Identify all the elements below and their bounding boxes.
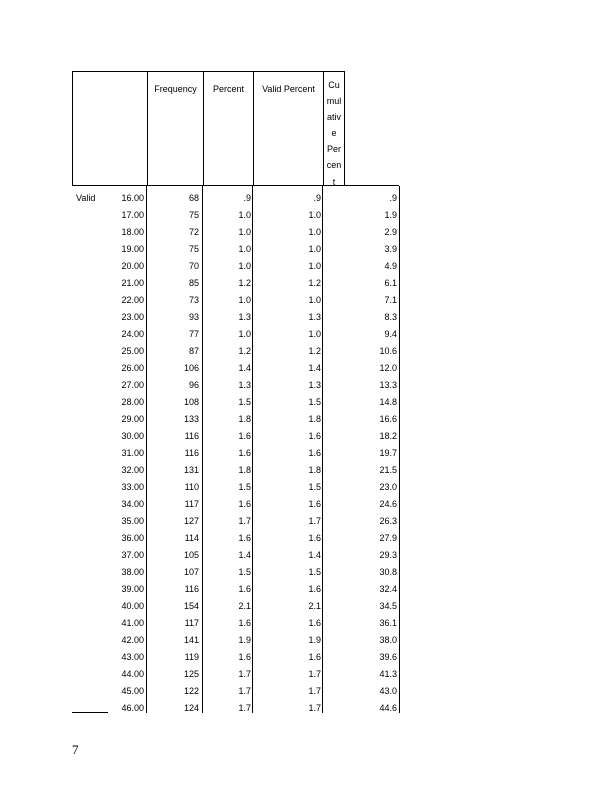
row-valid-percent: 1.5 — [308, 567, 321, 577]
row-valid-percent: 1.9 — [308, 635, 321, 645]
row-cumulative-percent: 39.6 — [379, 652, 397, 662]
row-valid-percent: 1.0 — [308, 295, 321, 305]
row-valid-percent: 1.3 — [308, 380, 321, 390]
row-value: 37.00 — [121, 550, 144, 560]
row-cumulative-percent: 16.6 — [379, 414, 397, 424]
row-value: 31.00 — [121, 448, 144, 458]
table-row — [72, 360, 399, 377]
row-frequency: 93 — [188, 312, 199, 322]
row-percent: 1.5 — [238, 567, 251, 577]
table-row — [72, 241, 399, 258]
row-value: 27.00 — [121, 380, 144, 390]
table-body — [72, 185, 399, 713]
row-frequency: 87 — [188, 346, 199, 356]
table-row — [72, 275, 399, 292]
row-valid-percent: 1.0 — [308, 244, 321, 254]
row-cumulative-percent: 30.8 — [379, 567, 397, 577]
row-valid-percent: 1.6 — [308, 499, 321, 509]
row-cumulative-percent: 41.3 — [379, 669, 397, 679]
row-value: 17.00 — [121, 210, 144, 220]
row-percent: 1.8 — [238, 465, 251, 475]
row-frequency: 108 — [183, 397, 199, 407]
row-percent: 1.8 — [238, 414, 251, 424]
row-valid-percent: 1.7 — [308, 703, 321, 713]
header-valid-percent: Valid Percent — [262, 84, 315, 94]
row-valid-percent: 1.0 — [308, 210, 321, 220]
row-valid-percent: 1.8 — [308, 465, 321, 475]
row-valid-percent: 1.6 — [308, 533, 321, 543]
header-cumulative-percent-line: cen — [326, 160, 342, 171]
row-valid-percent: 1.6 — [308, 448, 321, 458]
table-row — [72, 224, 399, 241]
row-percent: .9 — [243, 193, 251, 203]
row-value: 29.00 — [121, 414, 144, 424]
row-cumulative-percent: 13.3 — [379, 380, 397, 390]
row-percent: 1.6 — [238, 618, 251, 628]
row-valid-percent: 1.3 — [308, 312, 321, 322]
row-cumulative-percent: .9 — [389, 193, 397, 203]
row-value: 35.00 — [121, 516, 144, 526]
table-row — [72, 700, 399, 717]
row-frequency: 125 — [183, 669, 199, 679]
table-row — [72, 190, 399, 207]
table-row — [72, 649, 399, 666]
row-cumulative-percent: 21.5 — [379, 465, 397, 475]
row-value: 40.00 — [121, 601, 144, 611]
row-frequency: 85 — [188, 278, 199, 288]
row-frequency: 114 — [184, 533, 199, 543]
table-row — [72, 309, 399, 326]
header-cumulative-percent — [324, 77, 344, 190]
row-value: 20.00 — [121, 261, 144, 271]
row-cumulative-percent: 38.0 — [379, 635, 397, 645]
row-cumulative-percent: 2.9 — [384, 227, 397, 237]
row-percent: 1.6 — [238, 584, 251, 594]
row-valid-percent: 1.0 — [308, 227, 321, 237]
row-percent: 1.7 — [238, 686, 251, 696]
header-frequency: Frequency — [154, 84, 197, 94]
row-percent: 1.6 — [238, 431, 251, 441]
table-row — [72, 683, 399, 700]
row-cumulative-percent: 9.4 — [384, 329, 397, 339]
row-frequency: 117 — [184, 618, 199, 628]
row-value: 43.00 — [121, 652, 144, 662]
row-value: 21.00 — [121, 278, 144, 288]
row-cumulative-percent: 3.9 — [384, 244, 397, 254]
table-row — [72, 428, 399, 445]
table-row — [72, 598, 399, 615]
row-cumulative-percent: 32.4 — [379, 584, 397, 594]
row-cumulative-percent: 18.2 — [379, 431, 397, 441]
row-cumulative-percent: 1.9 — [384, 210, 397, 220]
row-percent: 1.2 — [238, 278, 251, 288]
row-value: 16.00 — [121, 193, 144, 203]
row-valid-percent: 1.8 — [308, 414, 321, 424]
row-frequency: 106 — [183, 363, 199, 373]
row-value: 30.00 — [121, 431, 144, 441]
row-frequency: 116 — [184, 448, 199, 458]
row-percent: 1.0 — [238, 329, 251, 339]
table-row — [72, 326, 399, 343]
row-valid-percent: 1.7 — [308, 686, 321, 696]
row-frequency: 75 — [188, 244, 199, 254]
row-frequency: 77 — [188, 329, 199, 339]
row-cumulative-percent: 8.3 — [384, 312, 397, 322]
row-valid-percent: 1.4 — [308, 550, 321, 560]
header-cumulative-percent-line: Cu — [328, 80, 340, 90]
row-value: 22.00 — [121, 295, 144, 305]
row-cumulative-percent: 34.5 — [379, 601, 397, 611]
row-value: 44.00 — [121, 669, 144, 679]
row-valid-percent: 1.2 — [308, 278, 321, 288]
row-percent: 1.4 — [238, 363, 251, 373]
row-frequency: 73 — [188, 295, 199, 305]
page-number: 7 — [72, 742, 79, 757]
row-value: 25.00 — [121, 346, 144, 356]
row-value: 46.00 — [121, 703, 144, 713]
row-percent: 1.0 — [238, 295, 251, 305]
row-frequency: 96 — [188, 380, 199, 390]
row-valid-percent: .9 — [313, 193, 321, 203]
row-value: 32.00 — [121, 465, 144, 475]
row-cumulative-percent: 44.6 — [379, 703, 397, 713]
table-row — [72, 462, 399, 479]
row-cumulative-percent: 27.9 — [379, 533, 397, 543]
table-row — [72, 377, 399, 394]
row-frequency: 127 — [183, 516, 199, 526]
row-percent: 1.5 — [238, 482, 251, 492]
table-row — [72, 513, 399, 530]
row-frequency: 117 — [184, 499, 199, 509]
header-cumulative-percent-line: ativ — [326, 112, 341, 123]
row-frequency: 133 — [183, 414, 199, 424]
row-valid-percent: 1.7 — [308, 669, 321, 679]
table-row — [72, 615, 399, 632]
row-valid-percent: 1.6 — [308, 618, 321, 628]
row-valid-percent: 1.6 — [308, 431, 321, 441]
row-cumulative-percent: 6.1 — [384, 278, 397, 288]
row-frequency: 122 — [183, 686, 199, 696]
row-cumulative-percent: 36.1 — [379, 618, 397, 628]
row-percent: 1.0 — [238, 244, 251, 254]
row-frequency: 68 — [188, 193, 199, 203]
header-cumulative-percent-line: Per — [326, 144, 341, 155]
row-valid-percent: 1.5 — [308, 397, 321, 407]
table-row — [72, 343, 399, 360]
row-valid-percent: 1.5 — [308, 482, 321, 492]
row-frequency: 154 — [183, 601, 199, 611]
header-cumulative-percent-line: mul — [326, 96, 342, 107]
row-valid-percent: 1.6 — [308, 652, 321, 662]
row-cumulative-percent: 26.3 — [379, 516, 397, 526]
table-row — [72, 666, 399, 683]
row-percent: 1.3 — [238, 312, 251, 322]
row-frequency: 110 — [184, 482, 199, 492]
row-frequency: 141 — [183, 635, 199, 645]
row-percent: 1.3 — [238, 380, 251, 390]
row-value: 19.00 — [121, 244, 144, 254]
row-cumulative-percent: 24.6 — [379, 499, 397, 509]
row-value: 36.00 — [121, 533, 144, 543]
table-row — [72, 581, 399, 598]
row-cumulative-percent: 23.0 — [379, 482, 397, 492]
row-cumulative-percent: 19.7 — [379, 448, 397, 458]
row-value: 34.00 — [121, 499, 144, 509]
row-percent: 1.2 — [238, 346, 251, 356]
row-value: 38.00 — [121, 567, 144, 577]
row-frequency: 116 — [184, 431, 199, 441]
row-cumulative-percent: 4.9 — [384, 261, 397, 271]
table-header — [72, 71, 345, 186]
row-valid-percent: 1.6 — [308, 584, 321, 594]
table-row — [72, 530, 399, 547]
group-label-valid: Valid — [76, 193, 96, 203]
row-value: 28.00 — [121, 397, 144, 407]
table-row — [72, 632, 399, 649]
header-percent: Percent — [212, 84, 245, 94]
row-frequency: 105 — [183, 550, 199, 560]
table-row — [72, 564, 399, 581]
row-percent: 1.0 — [238, 210, 251, 220]
row-value: 23.00 — [121, 312, 144, 322]
table-row — [72, 411, 399, 428]
row-percent: 1.0 — [238, 227, 251, 237]
header-cumulative-percent-line: t — [332, 176, 336, 187]
row-percent: 1.6 — [238, 533, 251, 543]
row-value: 33.00 — [121, 482, 144, 492]
row-value: 18.00 — [121, 227, 144, 237]
row-value: 42.00 — [121, 635, 144, 645]
row-percent: 1.0 — [238, 261, 251, 271]
row-value: 45.00 — [121, 686, 144, 696]
row-cumulative-percent: 14.8 — [379, 397, 397, 407]
row-percent: 1.4 — [238, 550, 251, 560]
row-percent: 1.6 — [238, 448, 251, 458]
row-cumulative-percent: 12.0 — [379, 363, 397, 373]
row-valid-percent: 1.4 — [308, 363, 321, 373]
header-cumulative-percent-line: e — [331, 128, 337, 139]
row-percent: 1.7 — [238, 703, 251, 713]
row-frequency: 124 — [183, 703, 199, 713]
row-frequency: 131 — [183, 465, 199, 475]
row-valid-percent: 1.2 — [308, 346, 321, 356]
table-row — [72, 394, 399, 411]
table-row — [72, 445, 399, 462]
row-percent: 1.6 — [238, 499, 251, 509]
table-row — [72, 292, 399, 309]
row-percent: 2.1 — [238, 601, 251, 611]
row-frequency: 75 — [188, 210, 199, 220]
row-valid-percent: 2.1 — [308, 601, 321, 611]
row-value: 26.00 — [121, 363, 144, 373]
row-cumulative-percent: 10.6 — [379, 346, 397, 356]
row-value: 24.00 — [121, 329, 144, 339]
row-frequency: 72 — [188, 227, 199, 237]
row-percent: 1.5 — [238, 397, 251, 407]
row-frequency: 119 — [184, 652, 199, 662]
row-value: 39.00 — [121, 584, 144, 594]
row-valid-percent: 1.0 — [308, 329, 321, 339]
row-frequency: 70 — [188, 261, 199, 271]
table-row — [72, 547, 399, 564]
row-cumulative-percent: 7.1 — [384, 295, 397, 305]
table-row — [72, 258, 399, 275]
row-valid-percent: 1.7 — [308, 516, 321, 526]
column-divider — [344, 72, 345, 186]
table-row — [72, 496, 399, 513]
row-cumulative-percent: 43.0 — [379, 686, 397, 696]
row-value: 41.00 — [121, 618, 144, 628]
row-percent: 1.6 — [238, 652, 251, 662]
row-percent: 1.7 — [238, 516, 251, 526]
row-percent: 1.7 — [238, 669, 251, 679]
row-frequency: 107 — [183, 567, 199, 577]
table-row — [72, 207, 399, 224]
row-valid-percent: 1.0 — [308, 261, 321, 271]
row-cumulative-percent: 29.3 — [379, 550, 397, 560]
column-divider — [399, 186, 400, 713]
row-percent: 1.9 — [238, 635, 251, 645]
table-row — [72, 479, 399, 496]
row-frequency: 116 — [184, 584, 199, 594]
